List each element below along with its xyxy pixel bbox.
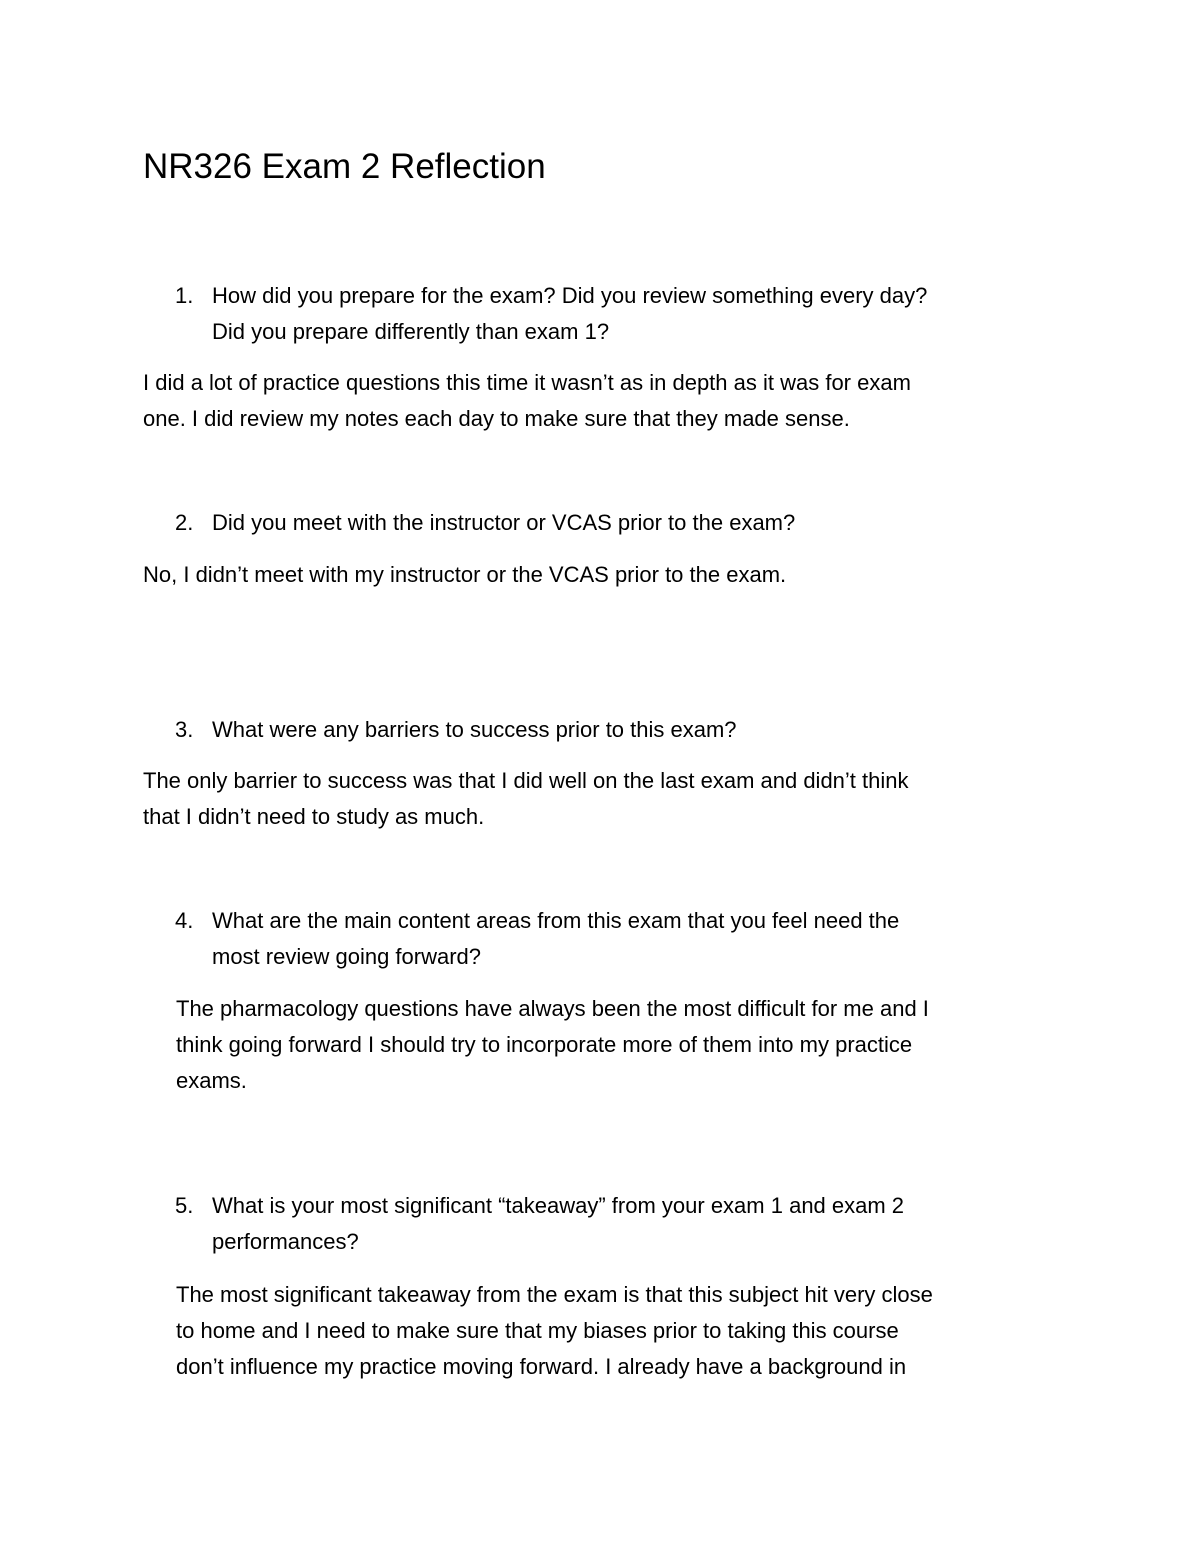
answer-line: think going forward I should try to incorporate more of them into my practice — [176, 1032, 913, 1057]
question-3 — [175, 712, 1075, 748]
question-line: performances? — [212, 1229, 359, 1254]
question-line: How did you prepare for the exam? Did you review something every day? — [212, 283, 928, 308]
answer-line: No, I didn’t meet with my instructor or the VCAS prior to the exam. — [143, 562, 787, 587]
answer-line: I did a lot of practice questions this time it wasn’t as in depth as it was for exam — [143, 370, 911, 395]
question-number: 3. — [175, 717, 194, 742]
answer-3 — [143, 763, 909, 835]
answer-5 — [176, 1277, 933, 1385]
question-number: 1. — [175, 283, 194, 308]
question-number: 4. — [175, 908, 194, 933]
answer-line: that I didn’t need to study as much. — [143, 804, 485, 829]
question-2 — [175, 505, 1075, 541]
document-title: NR326 Exam 2 Reflection — [143, 147, 546, 186]
question-line: Did you meet with the instructor or VCAS prior to the exam? — [212, 510, 796, 535]
answer-line: to home and I need to make sure that my biases prior to taking this course — [176, 1318, 899, 1343]
answer-line: one. I did review my notes each day to make sure that they made sense. — [143, 406, 850, 431]
question-5 — [175, 1188, 1075, 1260]
answer-line: The only barrier to success was that I did well on the last exam and didn’t think — [143, 768, 909, 793]
question-line: What were any barriers to success prior to this exam? — [212, 717, 737, 742]
answer-4 — [176, 991, 929, 1099]
answer-line: The most significant takeaway from the exam is that this subject hit very close — [176, 1282, 933, 1307]
question-number: 5. — [175, 1193, 194, 1218]
question-1 — [175, 278, 1075, 350]
answer-line: The pharmacology questions have always been the most difficult for me and I — [176, 996, 929, 1021]
question-number: 2. — [175, 510, 194, 535]
answer-line: don’t influence my practice moving forward. I already have a background in — [176, 1354, 907, 1379]
answer-line: exams. — [176, 1068, 247, 1093]
answer-1 — [143, 365, 911, 437]
question-line: What is your most significant “takeaway” from your exam 1 and exam 2 — [212, 1193, 905, 1218]
answer-2 — [143, 557, 786, 593]
question-line: Did you prepare differently than exam 1? — [212, 319, 610, 344]
question-4 — [175, 903, 1075, 975]
question-line: What are the main content areas from this exam that you feel need the — [212, 908, 900, 933]
question-line: most review going forward? — [212, 944, 482, 969]
